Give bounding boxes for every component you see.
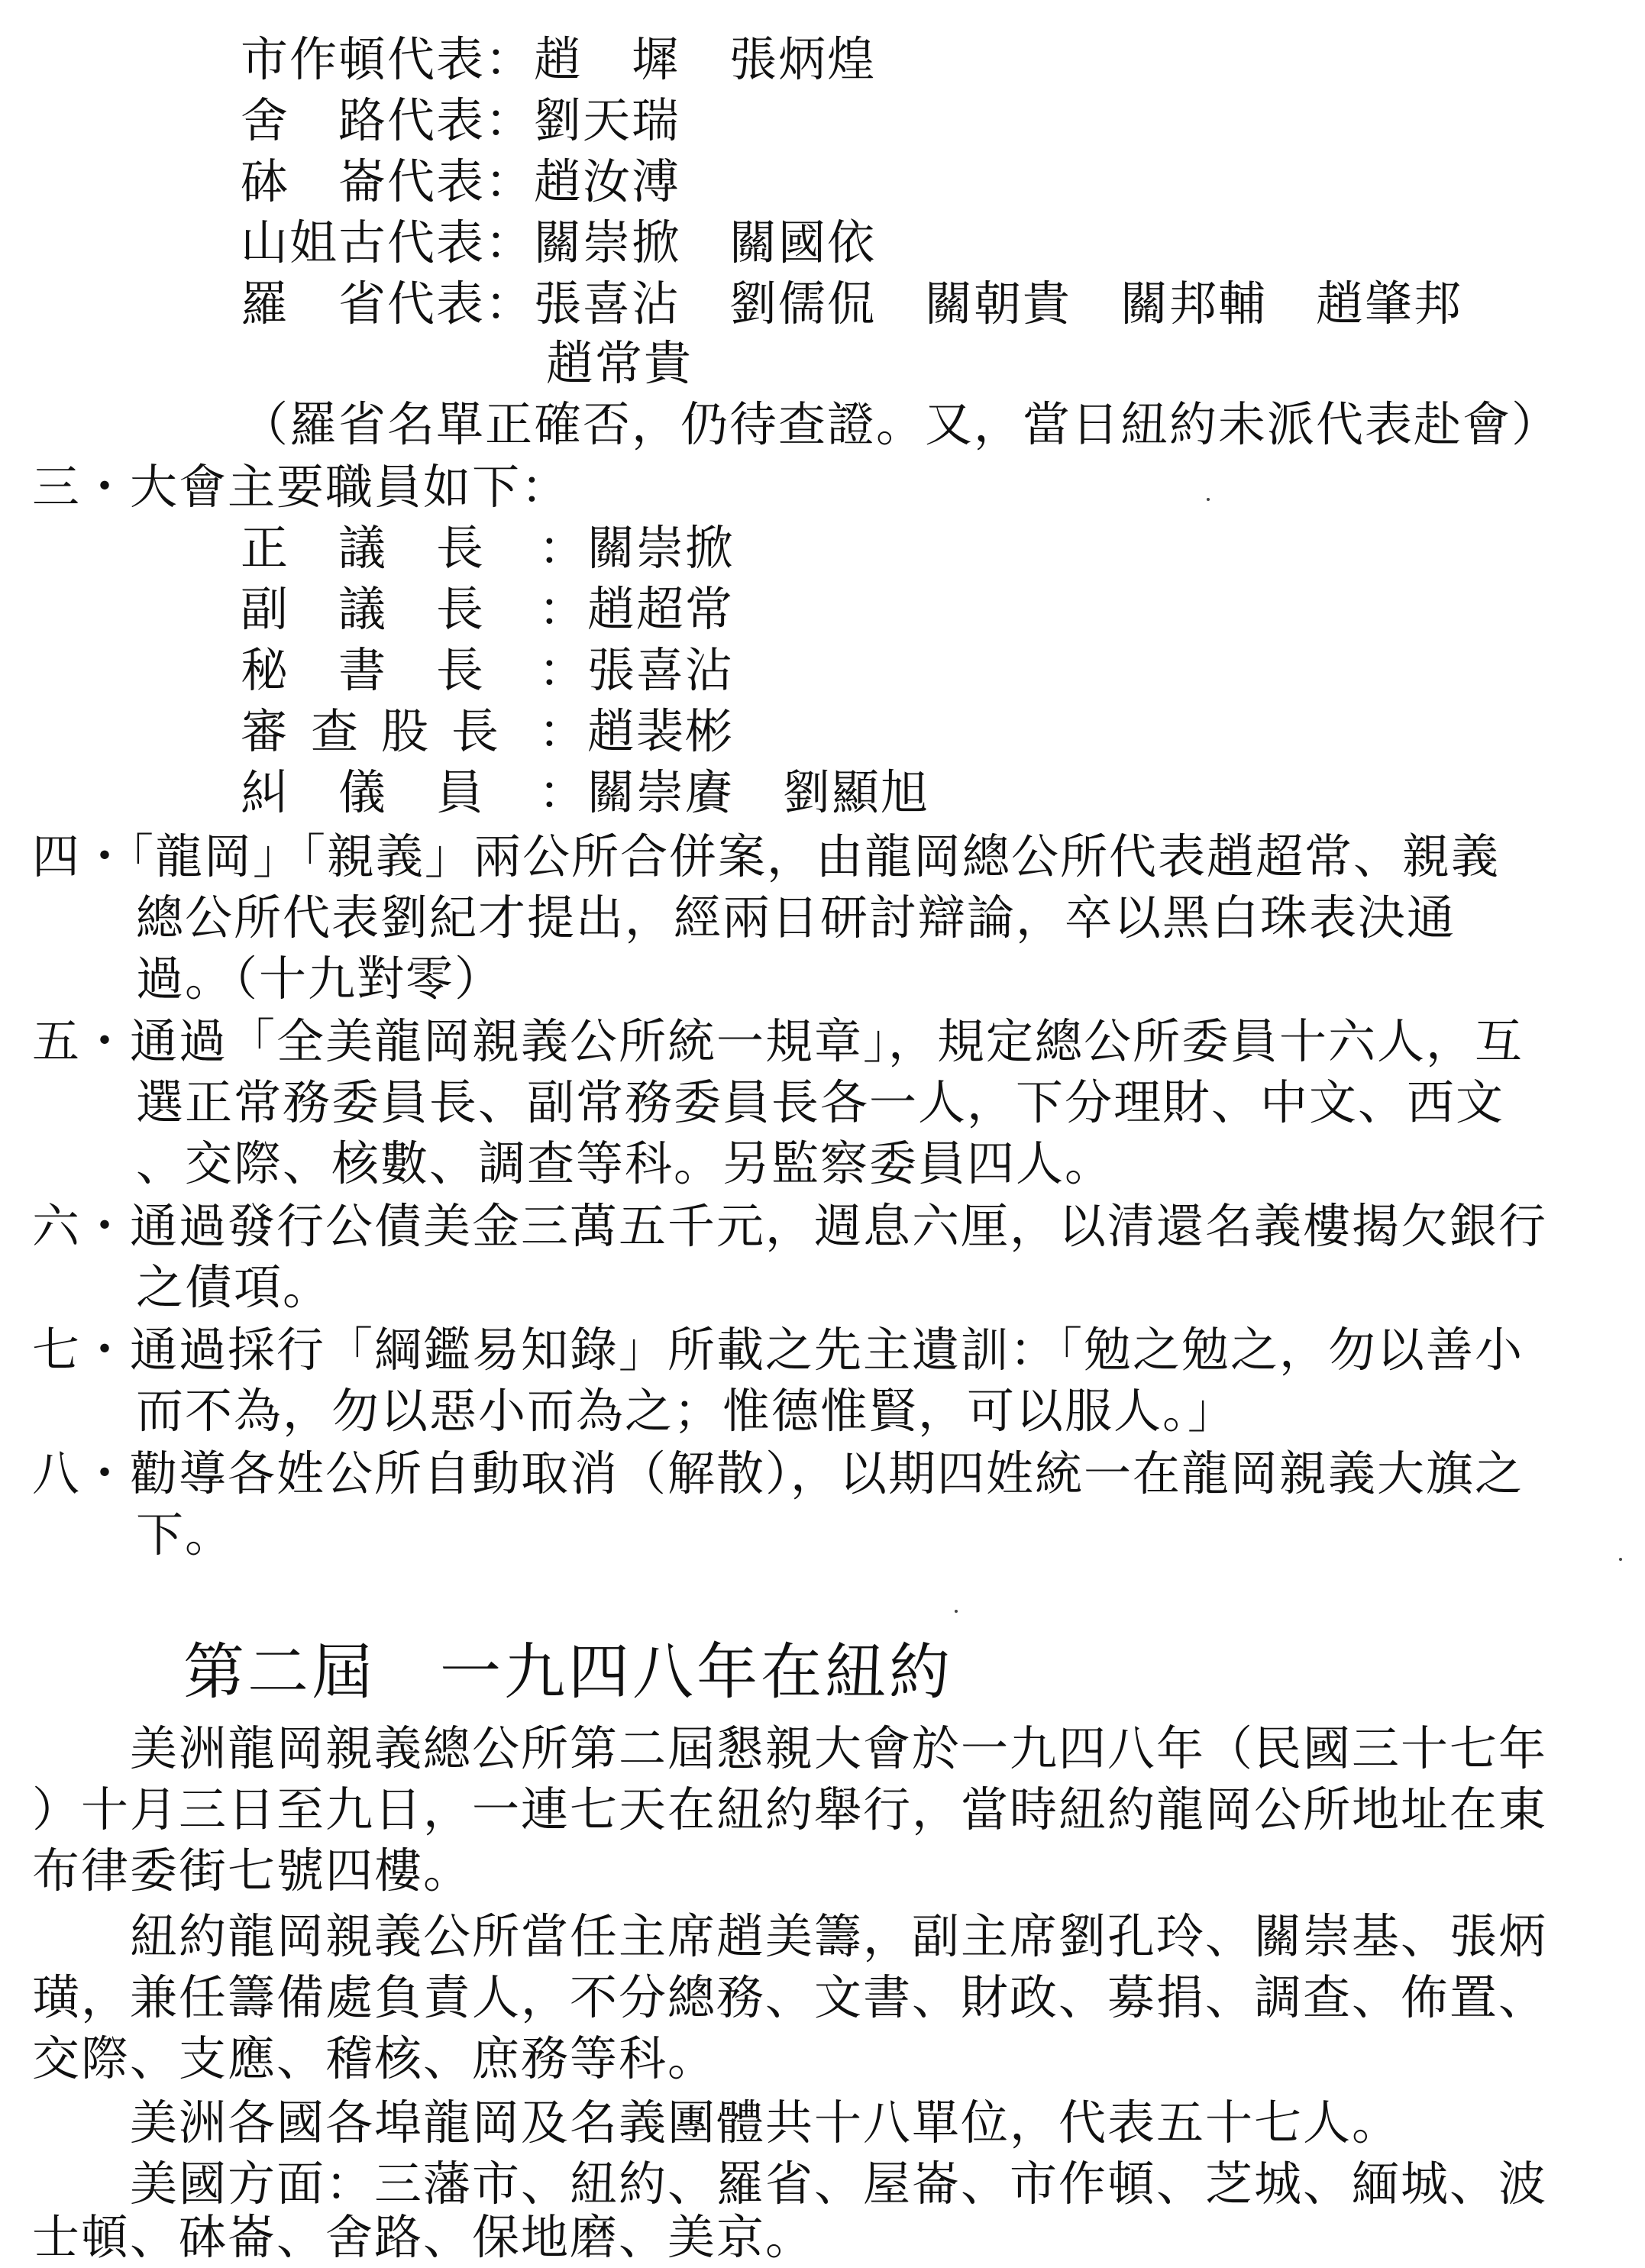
item-7-line: 七・通過採行「綱鑑易知錄」所載之先主遺訓：「勉之勉之，勿以善小 (32, 1322, 1524, 1378)
officer-line: 正 議 長 ：關崇掀 (241, 520, 735, 576)
rep-line: 山姐古代表：關崇掀 關國依 (241, 215, 877, 270)
item-7-line: 而不為，勿以惡小而為之；惟德惟賢，可以服人。」 (136, 1383, 1237, 1439)
section-heading: 第二屆 一九四八年在紐約 (183, 1636, 953, 1707)
rep-line: 舍 路代表：劉天瑞 (241, 92, 681, 148)
paragraph-line: 布律委街七號四樓。 (32, 1843, 473, 1898)
rep-line-continued: 趙常貴 (546, 335, 693, 391)
paragraph-line: 璜，兼任籌備處負責人，不分總務、文書、財政、募捐、調查、佈置、 (32, 1969, 1548, 2025)
item-4-line: 四・「龍岡」「親義」兩公所合併案，由龍岡總公所代表趙超常、親義 (32, 829, 1501, 884)
paragraph-line: 交際、支應、稽核、庶務等科。 (32, 2031, 717, 2086)
rep-line: 市作頓代表：趙 墀 張炳煌 (241, 31, 877, 87)
item-4-line: 總公所代表劉紀才提出，經兩日研討辯論，卒以黑白珠表決通 (136, 890, 1456, 945)
paragraph-line: 士頓、砵崙、舍路、保地磨、美京。 (32, 2209, 815, 2265)
item-5-line: 、交際、核數、調查等科。另監察委員四人。 (136, 1136, 1114, 1191)
item-4-line: 過。（十九對零） (136, 951, 504, 1006)
rep-line: 砵 崙代表：趙汝溥 (241, 153, 681, 209)
officer-line: 糾 儀 員 ：關崇賡 劉顯旭 (241, 764, 930, 820)
paragraph-line: 美洲龍岡親義總公所第二屆懇親大會於一九四八年（民國三十七年 (32, 1720, 1548, 1776)
rep-line: 羅 省代表：張喜沾 劉儒侃 關朝貴 關邦輔 趙肇邦 (241, 276, 1463, 331)
scan-speck (1619, 1558, 1622, 1561)
item-8-line: 八・勸導各姓公所自動取消（解散），以期四姓統一在龍岡親義大旗之 (32, 1446, 1524, 1501)
officer-line: 副 議 長 ：趙超常 (241, 581, 735, 637)
item-5-line: 五・通過「全美龍岡親義公所統一規章」，規定總公所委員十六人，互 (32, 1013, 1524, 1069)
item-6-line: 之債項。 (136, 1259, 332, 1315)
paragraph-line: 美國方面：三藩市、紐約、羅省、屋崙、市作頓、芝城、緬城、波 (32, 2156, 1548, 2211)
paragraph-line: 美洲各國各埠龍岡及名義團體共十八單位，代表五十七人。 (32, 2095, 1401, 2150)
item-5-line: 選正常務委員長、副常務委員長各一人，下分理財、中文、西文 (136, 1074, 1505, 1130)
scan-speck (955, 1610, 958, 1613)
paragraph-line: 紐約龍岡親義公所當任主席趙美籌，副主席劉孔玲、關崇基、張炳 (32, 1908, 1548, 1964)
officer-line: 審查股長 ：趙裴彬 (241, 703, 735, 759)
section-3-title: 三・大會主要職員如下： (32, 459, 570, 515)
officer-line: 秘 書 長 ：張喜沾 (241, 642, 735, 698)
scan-speck (1207, 498, 1210, 501)
item-6-line: 六・通過發行公債美金三萬五千元，週息六厘，以清還名義樓揭欠銀行 (32, 1198, 1548, 1254)
item-8-line: 下。 (136, 1507, 234, 1562)
paragraph-line: ）十月三日至九日，一連七天在紐約舉行，當時紐約龍岡公所地址在東 (32, 1782, 1548, 1837)
note-line: （羅省名單正確否，仍待查證。又，當日紐約未派代表赴會） (241, 396, 1561, 452)
